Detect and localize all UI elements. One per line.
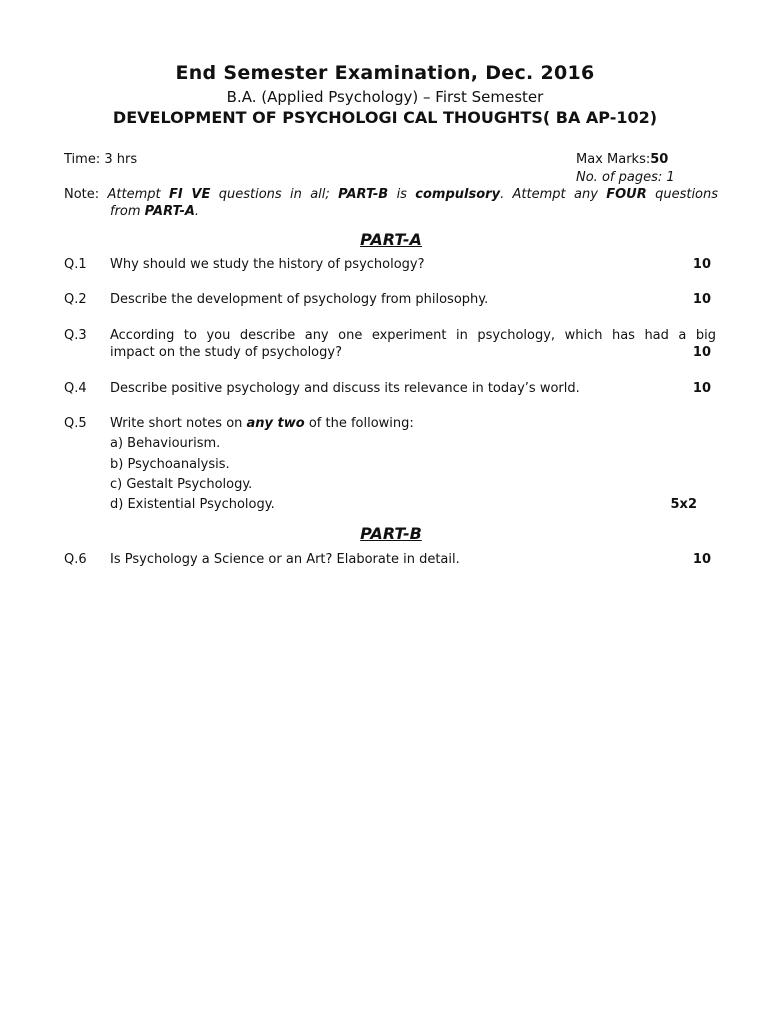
question-text-line-2: impact on the study of psychology? [110, 345, 342, 360]
question-marks: 10 [692, 552, 711, 567]
question-number: Q.5 [64, 416, 87, 431]
question-marks: 10 [692, 257, 711, 272]
question-text: Describe the development of psychology from philosophy. [110, 292, 489, 307]
question-number: Q.4 [64, 381, 87, 396]
max-marks [576, 152, 668, 167]
question-marks: 10 [692, 381, 711, 396]
question-text: Write short notes on any two of the following: [110, 416, 414, 431]
instructions-note: Note: Attempt FI VE questions in all; PART-B is compulsory. Attempt any FOUR questions from PART-A. [64, 187, 719, 219]
part-b-heading: PART-B [360, 524, 422, 543]
question-text: Describe positive psychology and discuss its relevance in today’s world. [110, 381, 580, 396]
question-number: Q.2 [64, 292, 87, 307]
question-number: Q.1 [64, 257, 87, 272]
question-text-line-1: According to you describe any one experiment in psychology, which has had a big [110, 328, 716, 343]
option-d: d) Existential Psychology. [110, 497, 275, 512]
program-line: B.A. (Applied Psychology) – First Semester [226, 88, 544, 106]
question-text: Is Psychology a Science or an Art? Elaborate in detail. [110, 552, 460, 567]
question-text: Why should we study the history of psychology? [110, 257, 425, 272]
option-b: b) Psychoanalysis. [110, 457, 230, 472]
page-count: No. of pages: 1 [576, 170, 675, 185]
exam-title: End Semester Examination, Dec. 2016 [175, 62, 595, 84]
option-c: c) Gestalt Psychology. [110, 477, 253, 492]
max-marks-value: 50 [650, 152, 669, 167]
option-a: a) Behaviourism. [110, 436, 221, 451]
part-a-heading: PART-A [360, 230, 422, 249]
question-marks: 5x2 [670, 497, 697, 512]
question-marks: 10 [692, 292, 711, 307]
max-marks-label: Max Marks: [576, 152, 651, 167]
time-allowed: Time: 3 hrs [64, 152, 138, 167]
question-number: Q.6 [64, 552, 87, 567]
course-title: DEVELOPMENT OF PSYCHOLOGI CAL THOUGHTS( BA AP-102) [112, 108, 658, 127]
question-marks: 10 [692, 345, 711, 360]
note-label: Note: [64, 187, 100, 202]
question-number: Q.3 [64, 328, 87, 343]
